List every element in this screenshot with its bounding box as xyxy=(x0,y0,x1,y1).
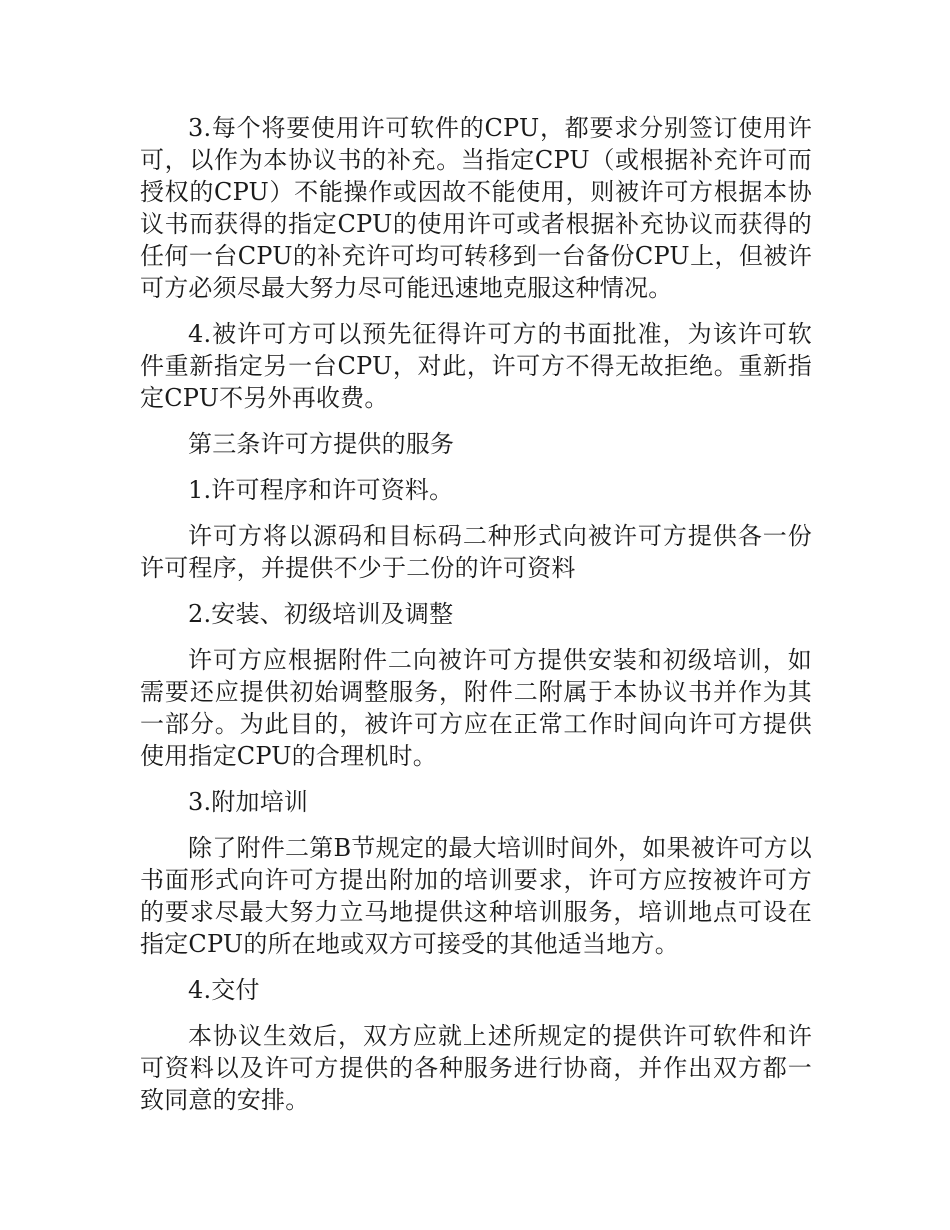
clause-heading-delivery: 4.交付 xyxy=(188,976,260,1004)
clause-heading-extra-training: 3.附加培训 xyxy=(188,788,309,816)
clause-heading-installation: 2.安装、初级培训及调整 xyxy=(188,600,454,628)
clause-heading-license-program: 1.许可程序和许可资料。 xyxy=(188,476,454,504)
paragraph-cpu-reassign: 4.被许可方可以预先征得许可方的书面批准，为该许可软件重新指定另一台CPU，对此，许可方不得无故拒绝。重新指定CPU不另外再收费。 xyxy=(140,320,812,412)
paragraph-cpu-license: 3.每个将要使用许可软件的CPU，都要求分别签订使用许可，以作为本协议书的补充。当指定CPU（或根据补充许可而授权的CPU）不能操作或因故不能使用，则被许可方根据本协议书而获得的指定CPU的使用许可或者根据补充协议而获得的任何一台CPU的补充许可均可转移到一台备份CPU上，但被许可方必须尽最大努力尽可能迅速地克服这种情况。 xyxy=(140,114,812,302)
document-body xyxy=(140,112,812,1130)
paragraph-installation: 许可方应根据附件二向被许可方提供安装和初级培训，如需要还应提供初始调整服务，附件二附属于本协议书并作为其一部分。为此目的，被许可方应在正常工作时间向许可方提供使用指定CPU的合理机时。 xyxy=(140,646,812,770)
paragraph-extra-training: 除了附件二第B节规定的最大培训时间外，如果被许可方以书面形式向许可方提出附加的培训要求，许可方应按被许可方的要求尽最大努力立马地提供这种培训服务，培训地点可设在指定CPU的所在地或双方可接受的其他适当地方。 xyxy=(140,834,812,958)
paragraph-delivery: 本协议生效后，双方应就上述所规定的提供许可软件和许可资料以及许可方提供的各种服务进行协商，并作出双方都一致同意的安排。 xyxy=(140,1022,812,1114)
paragraph-license-program: 许可方将以源码和目标码二种形式向被许可方提供各一份许可程序，并提供不少于二份的许可资料 xyxy=(140,522,812,582)
section-heading-article-3: 第三条许可方提供的服务 xyxy=(188,430,455,458)
